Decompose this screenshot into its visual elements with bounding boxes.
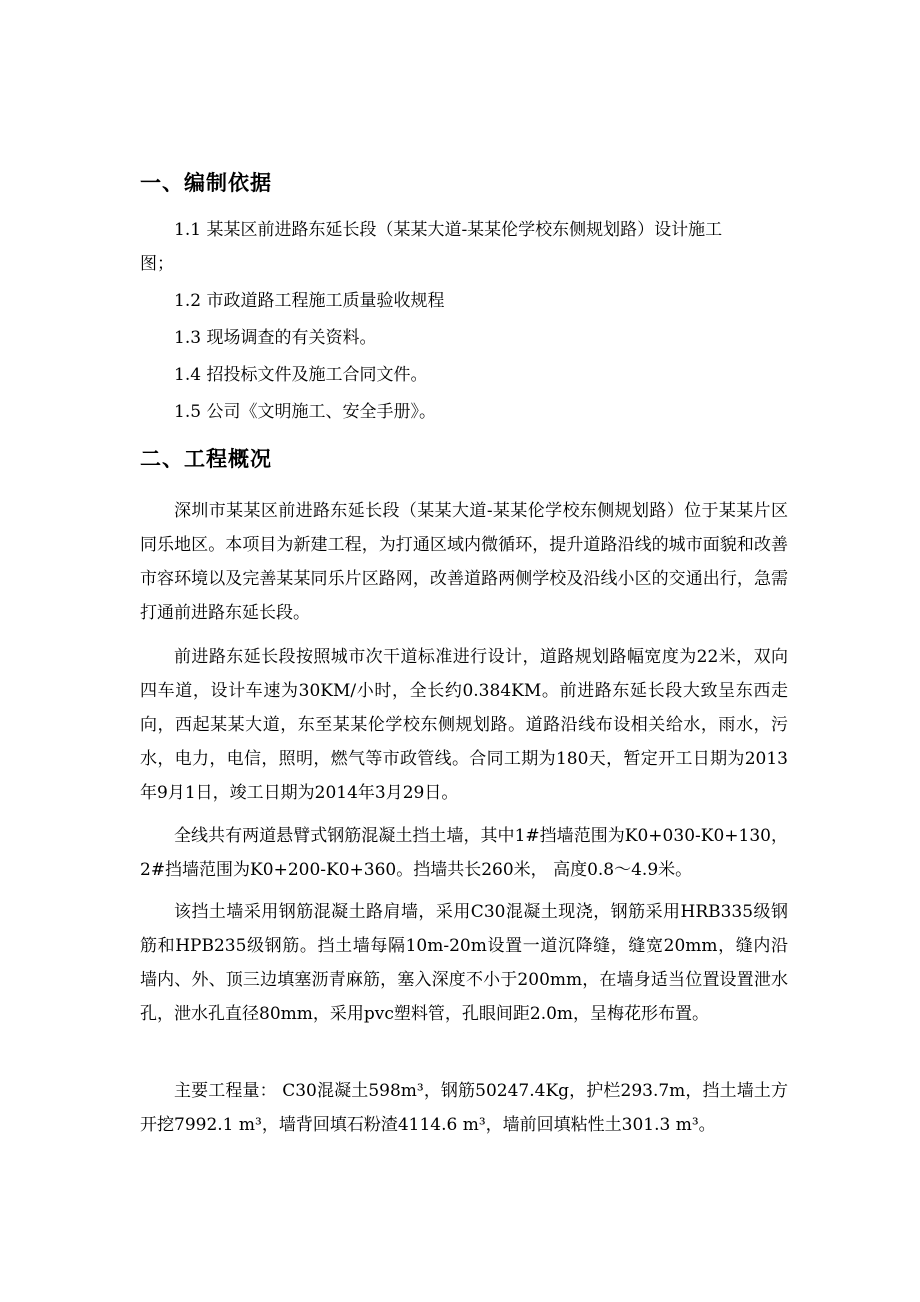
section-heading-overview: 二、工程概况 [140, 447, 272, 471]
paragraph-location: 深圳市某某区前进路东延长段（某某大道-某某伦学校东侧规划路）位于某某片区同乐地区。本项目为新建工程，为打通区域内微循环，提升道路沿线的城市面貌和改善市容环境以及完善某某同乐片区路网，改善道路两侧学校及沿线小区的交通出行，急需打通前进路东延长段。 [140, 501, 788, 623]
list-item-text: 1.2 市政道路工程施工质量验收规程 [174, 291, 445, 311]
paragraph-quantities: 主要工程量： C30混凝土598m³，钢筋50247.4Kg，护栏293.7m，挡土墙土方开挖7992.1 m³，墙背回填石粉渣4114.6 m³，墙前回填粘性土301.3 m³。 [140, 1081, 788, 1135]
section-heading-basis: 一、编制依据 [140, 171, 272, 195]
paragraph-wall-construction: 该挡土墙采用钢筋混凝土路肩墙，采用C30混凝土现浇，钢筋采用HRB335级钢筋和HPB235级钢筋。挡土墙每隔10m-20m设置一道沉降缝，缝宽20mm，缝内沿墙内、外、顶三边填塞沥青麻筋，塞入深度不小于200mm，在墙身适当位置设置泄水孔，泄水孔直径80mm，采用pvc塑料管，孔眼间距2.0m，呈梅花形布置。 [140, 902, 788, 1024]
list-item-text: 1.3 现场调查的有关资料。 [174, 328, 377, 348]
list-item-line: 1.1 某某区前进路东延长段（某某大道-某某伦学校东侧规划路）设计施工 [174, 220, 723, 240]
paragraph-retaining-walls: 全线共有两道悬臂式钢筋混凝土挡土墙，其中1#挡墙范围为K0+030-K0+130，2#挡墙范围为K0+200-K0+360。挡墙共长260米， 高度0.8～4.9米。 [140, 826, 788, 880]
list-item-1-2 [140, 284, 790, 318]
list-item-line: 图； [140, 254, 174, 274]
list-item-1-3 [140, 321, 790, 355]
list-item-1-5 [140, 395, 790, 429]
paragraph-design-standard: 前进路东延长段按照城市次干道标准进行设计，道路规划路幅宽度为22米，双向四车道，设计车速为30KM/小时，全长约0.384KM。前进路东延长段大致呈东西走向，西起某某大道，东至某某伦学校东侧规划路。道路沿线布设相关给水，雨水，污水，电力，电信，照明，燃气等市政管线。合同工期为180天，暂定开工日期为2013年9月1日，竣工日期为2014年3月29日。 [140, 647, 788, 803]
list-item-1-1 [140, 213, 790, 281]
list-item-text: 1.5 公司《文明施工、安全手册》。 [174, 402, 436, 422]
list-item-1-4 [140, 358, 790, 392]
list-item-text: 1.4 招投标文件及施工合同文件。 [174, 365, 428, 385]
